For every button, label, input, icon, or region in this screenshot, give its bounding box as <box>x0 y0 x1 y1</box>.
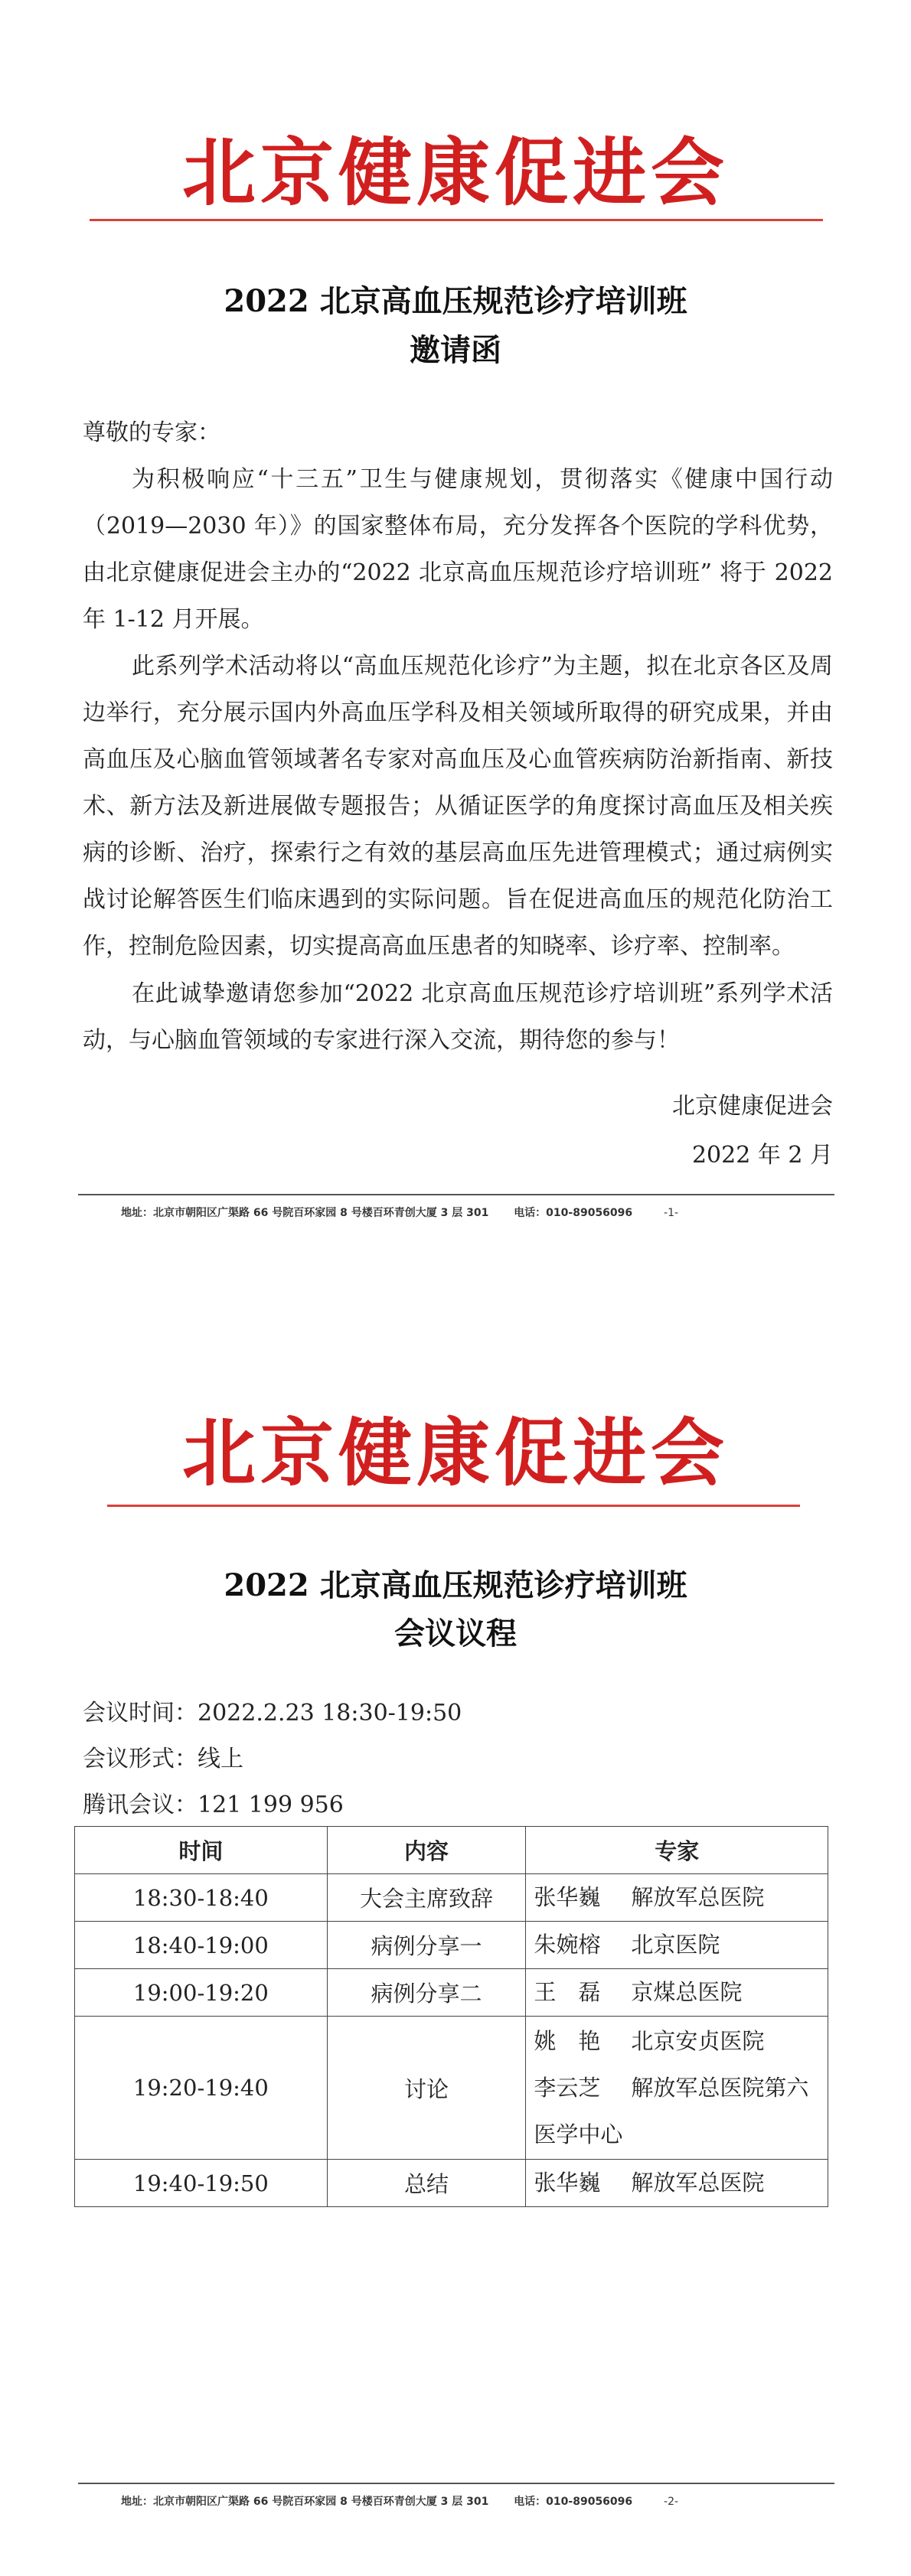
header-content: 内容 <box>327 1827 526 1874</box>
course-title: 2022 北京高血压规范诊疗培训班 <box>224 1567 687 1603</box>
footer <box>121 1205 678 1220</box>
table-row <box>75 1874 828 1922</box>
signature: 北京健康促进会 <box>672 1093 833 1120</box>
paragraph-2: 此系列学术活动将以“高血压规范化诊疗”为主题，拟在北京各区及周边举行，充分展示国内外高血压学科及相关领域所取得的研究成果，并由高血压及心脑血管领域著名专家对高血压及心血管疾病防治新指南、新技术、新方法及新进展做专题报告；从循证医学的角度探讨高血压及相关疾病的诊断、治疗，探索行之有效的基层高血压先进管理模式；通过病例实战讨论解答医生们临床遇到的实际问题。旨在促进高血压的规范化防治工作，控制危险因素，切实提高高血压患者的知晓率、诊疗率、控制率。 <box>83 653 833 960</box>
row-time: 18:30-18:40 <box>75 1874 328 1922</box>
footer <box>121 2493 678 2509</box>
row-experts <box>526 1874 828 1922</box>
header-rule <box>107 1505 800 1507</box>
row-time: 19:20-19:40 <box>75 2017 328 2160</box>
table-row <box>75 1922 828 1969</box>
expert-name: 李云芝 <box>534 2074 601 2101</box>
table-row <box>75 2160 828 2207</box>
salutation: 尊敬的专家： <box>83 419 220 446</box>
table-row <box>75 2017 828 2160</box>
footer-rule <box>78 1194 834 1195</box>
expert-hospital: 北京安贞医院 <box>631 2027 765 2054</box>
page-2 <box>0 1288 911 2576</box>
row-time: 19:40-19:50 <box>75 2160 328 2207</box>
footer-phone: 电话：010-89056096 <box>514 1207 633 1219</box>
expert-name: 朱婉榕 <box>534 1932 601 1958</box>
expert-hospital: 北京医院 <box>631 1932 720 1958</box>
agenda-table <box>74 1826 828 2207</box>
row-time: 19:00-19:20 <box>75 1969 328 2017</box>
table-header-row <box>75 1827 828 1874</box>
paragraph-3: 在此诚挚邀请您参加“2022 北京高血压规范诊疗培训班”系列学术活动，与心脑血管领域的专家进行深入交流，期待您的参与！ <box>83 980 833 1054</box>
expert-hospital: 解放军总医院 <box>631 2170 765 2196</box>
expert-name: 张华巍 <box>534 2170 601 2196</box>
page-number: -2- <box>664 2496 679 2508</box>
expert-entry <box>534 2018 820 2065</box>
header-time: 时间 <box>75 1827 328 1874</box>
footer-address: 地址：北京市朝阳区广渠路 66 号院百环家园 8 号楼百环青创大厦 3 层 301 <box>121 2496 489 2508</box>
expert-hospital: 解放军总医院 <box>631 1884 765 1910</box>
row-experts <box>526 2160 828 2207</box>
row-experts <box>526 1969 828 2017</box>
invitation-title: 邀请函 <box>410 332 501 368</box>
expert-hospital: 京煤总医院 <box>631 1979 743 2005</box>
row-content: 病例分享二 <box>327 1969 526 2017</box>
row-content: 总结 <box>327 2160 526 2207</box>
header-rule <box>90 219 823 221</box>
expert-entry <box>534 2065 820 2158</box>
expert-hospital: 解放军总医院第六医学中心 <box>534 2074 809 2147</box>
expert-name: 姚 艳 <box>534 2027 601 2054</box>
date: 2022 年 2 月 <box>691 1142 833 1169</box>
row-content: 大会主席致辞 <box>327 1874 526 1922</box>
footer-phone: 电话：010-89056096 <box>514 2496 633 2508</box>
row-time: 18:40-19:00 <box>75 1922 328 1969</box>
agenda-title: 会议议程 <box>394 1616 517 1652</box>
org-header: 北京健康促进会 <box>182 130 729 216</box>
footer-address: 地址：北京市朝阳区广渠路 66 号院百环家园 8 号楼百环青创大厦 3 层 301 <box>121 1207 489 1219</box>
header-experts: 专家 <box>526 1827 828 1874</box>
org-header: 北京健康促进会 <box>182 1410 729 1496</box>
tencent-meeting-id: 腾讯会议：121 199 956 <box>83 1792 344 1818</box>
paragraph-1: 为积极响应“十三五”卫生与健康规划，贯彻落实《健康中国行动（2019—2030 年）》的国家整体布局，充分发挥各个医院的学科优势，由北京健康促进会主办的“2022 北京高血压规范诊疗培训班” 将于 2022 年 1-12 月开展。 <box>83 466 833 633</box>
row-content: 讨论 <box>327 2017 526 2160</box>
row-content: 病例分享一 <box>327 1922 526 1969</box>
table-row <box>75 1969 828 2017</box>
page-number: -1- <box>664 1207 679 1219</box>
row-experts <box>526 2017 828 2160</box>
row-experts <box>526 1922 828 1969</box>
footer-rule <box>78 2483 834 2484</box>
meeting-format: 会议形式：线上 <box>83 1746 243 1772</box>
course-title: 2022 北京高血压规范诊疗培训班 <box>224 283 687 319</box>
meeting-time: 会议时间：2022.2.23 18:30-19:50 <box>83 1700 462 1727</box>
expert-name: 王 磊 <box>534 1979 601 2005</box>
expert-name: 张华巍 <box>534 1884 601 1910</box>
